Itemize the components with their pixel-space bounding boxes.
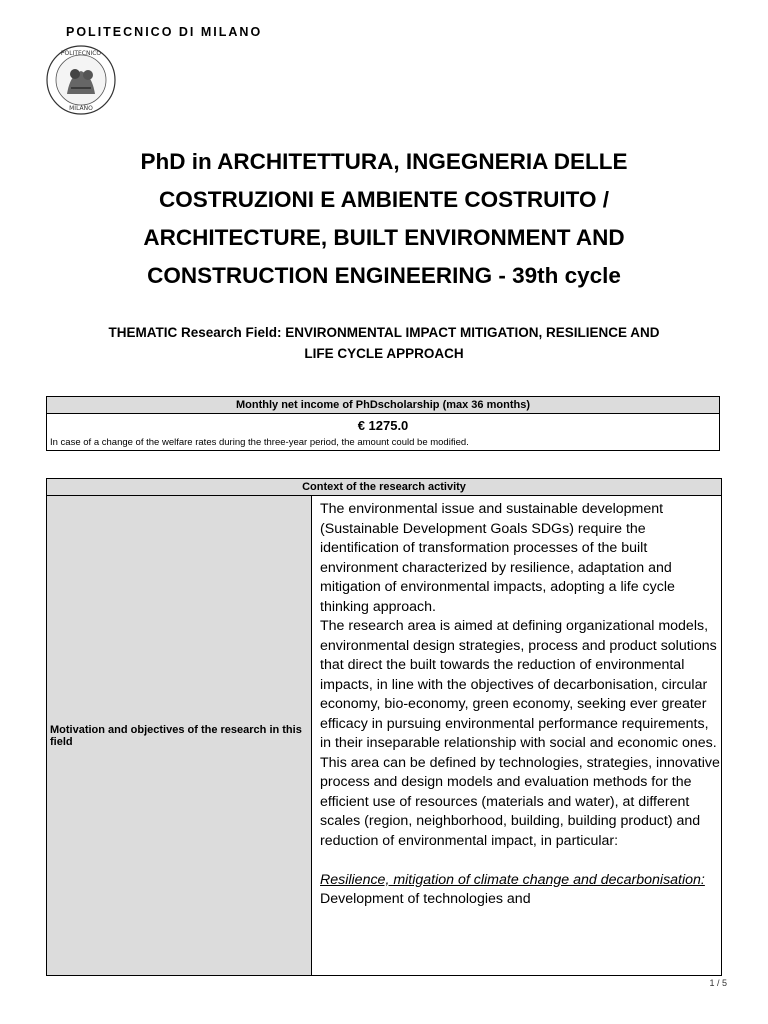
- italic-heading: Resilience, mitigation of climate change and decarbonisation:: [320, 871, 705, 888]
- title-line: ARCHITECTURE, BUILT ENVIRONMENT AND: [143, 225, 625, 250]
- context-italic-paragraph: [320, 871, 721, 910]
- title-line: CONSTRUCTION ENGINEERING - 39th cycle: [147, 263, 621, 288]
- context-heading: Context of the research activity: [47, 479, 721, 496]
- title-line: COSTRUZIONI E AMBIENTE COSTRUITO /: [158, 187, 609, 212]
- context-paragraph: The research area is aimed at defining organizational models, environmental design strategies, process and product solutions that direct the built towards the reduction of environmental impacts, in line with the objectives of decarbonisation, circular economy, bio-economy, green economy, seeking ever greater efficacy in pursuing environmental performance requirements, in their inseparable relationship with social and economic ones.: [320, 618, 717, 751]
- context-row: [47, 496, 721, 976]
- university-name: POLITECNICO DI MILANO: [66, 25, 263, 39]
- scholarship-note: In case of a change of the welfare rates during the three-year period, the amount could be modified.: [50, 437, 469, 448]
- page-title: [60, 143, 708, 295]
- seal-text-bottom: MILANO: [69, 105, 93, 112]
- research-field-subtitle: [60, 322, 708, 364]
- subtitle-line: THEMATIC Research Field: ENVIRONMENTAL IMPACT MITIGATION, RESILIENCE AND: [108, 325, 660, 340]
- scholarship-amount: € 1275.0: [357, 418, 409, 433]
- university-seal-logo: [45, 44, 117, 116]
- context-label-cell: [47, 496, 312, 976]
- context-paragraph: The environmental issue and sustainable development (Sustainable Development Goals SDGs) require the identification of transformation processes of the built environment characterized by resilience, adaptation and mitigation of environmental impacts, adopting a life cycle thinking approach.: [320, 501, 675, 615]
- context-paragraph: This area can be defined by technologies, strategies, innovative process and design models and evaluation methods for the efficient use of resources (materials and water), at different scales (region, neighborhood, building, building product) and reduction of environmental impact, in particular:: [320, 754, 720, 849]
- scholarship-table: [46, 396, 720, 451]
- page-number: 1 / 5: [709, 978, 727, 988]
- scholarship-heading: Monthly net income of PhDscholarship (max 36 months): [47, 397, 719, 414]
- italic-tail: Development of technologies and: [320, 891, 531, 907]
- context-text-cell: [312, 496, 721, 976]
- seal-text-top: POLITECNICO: [60, 50, 102, 57]
- context-table: [46, 478, 722, 976]
- title-line: PhD in ARCHITETTURA, INGEGNERIA DELLE: [140, 149, 628, 174]
- subtitle-line: LIFE CYCLE APPROACH: [304, 346, 464, 361]
- context-label: Motivation and objectives of the research in this field: [50, 724, 302, 748]
